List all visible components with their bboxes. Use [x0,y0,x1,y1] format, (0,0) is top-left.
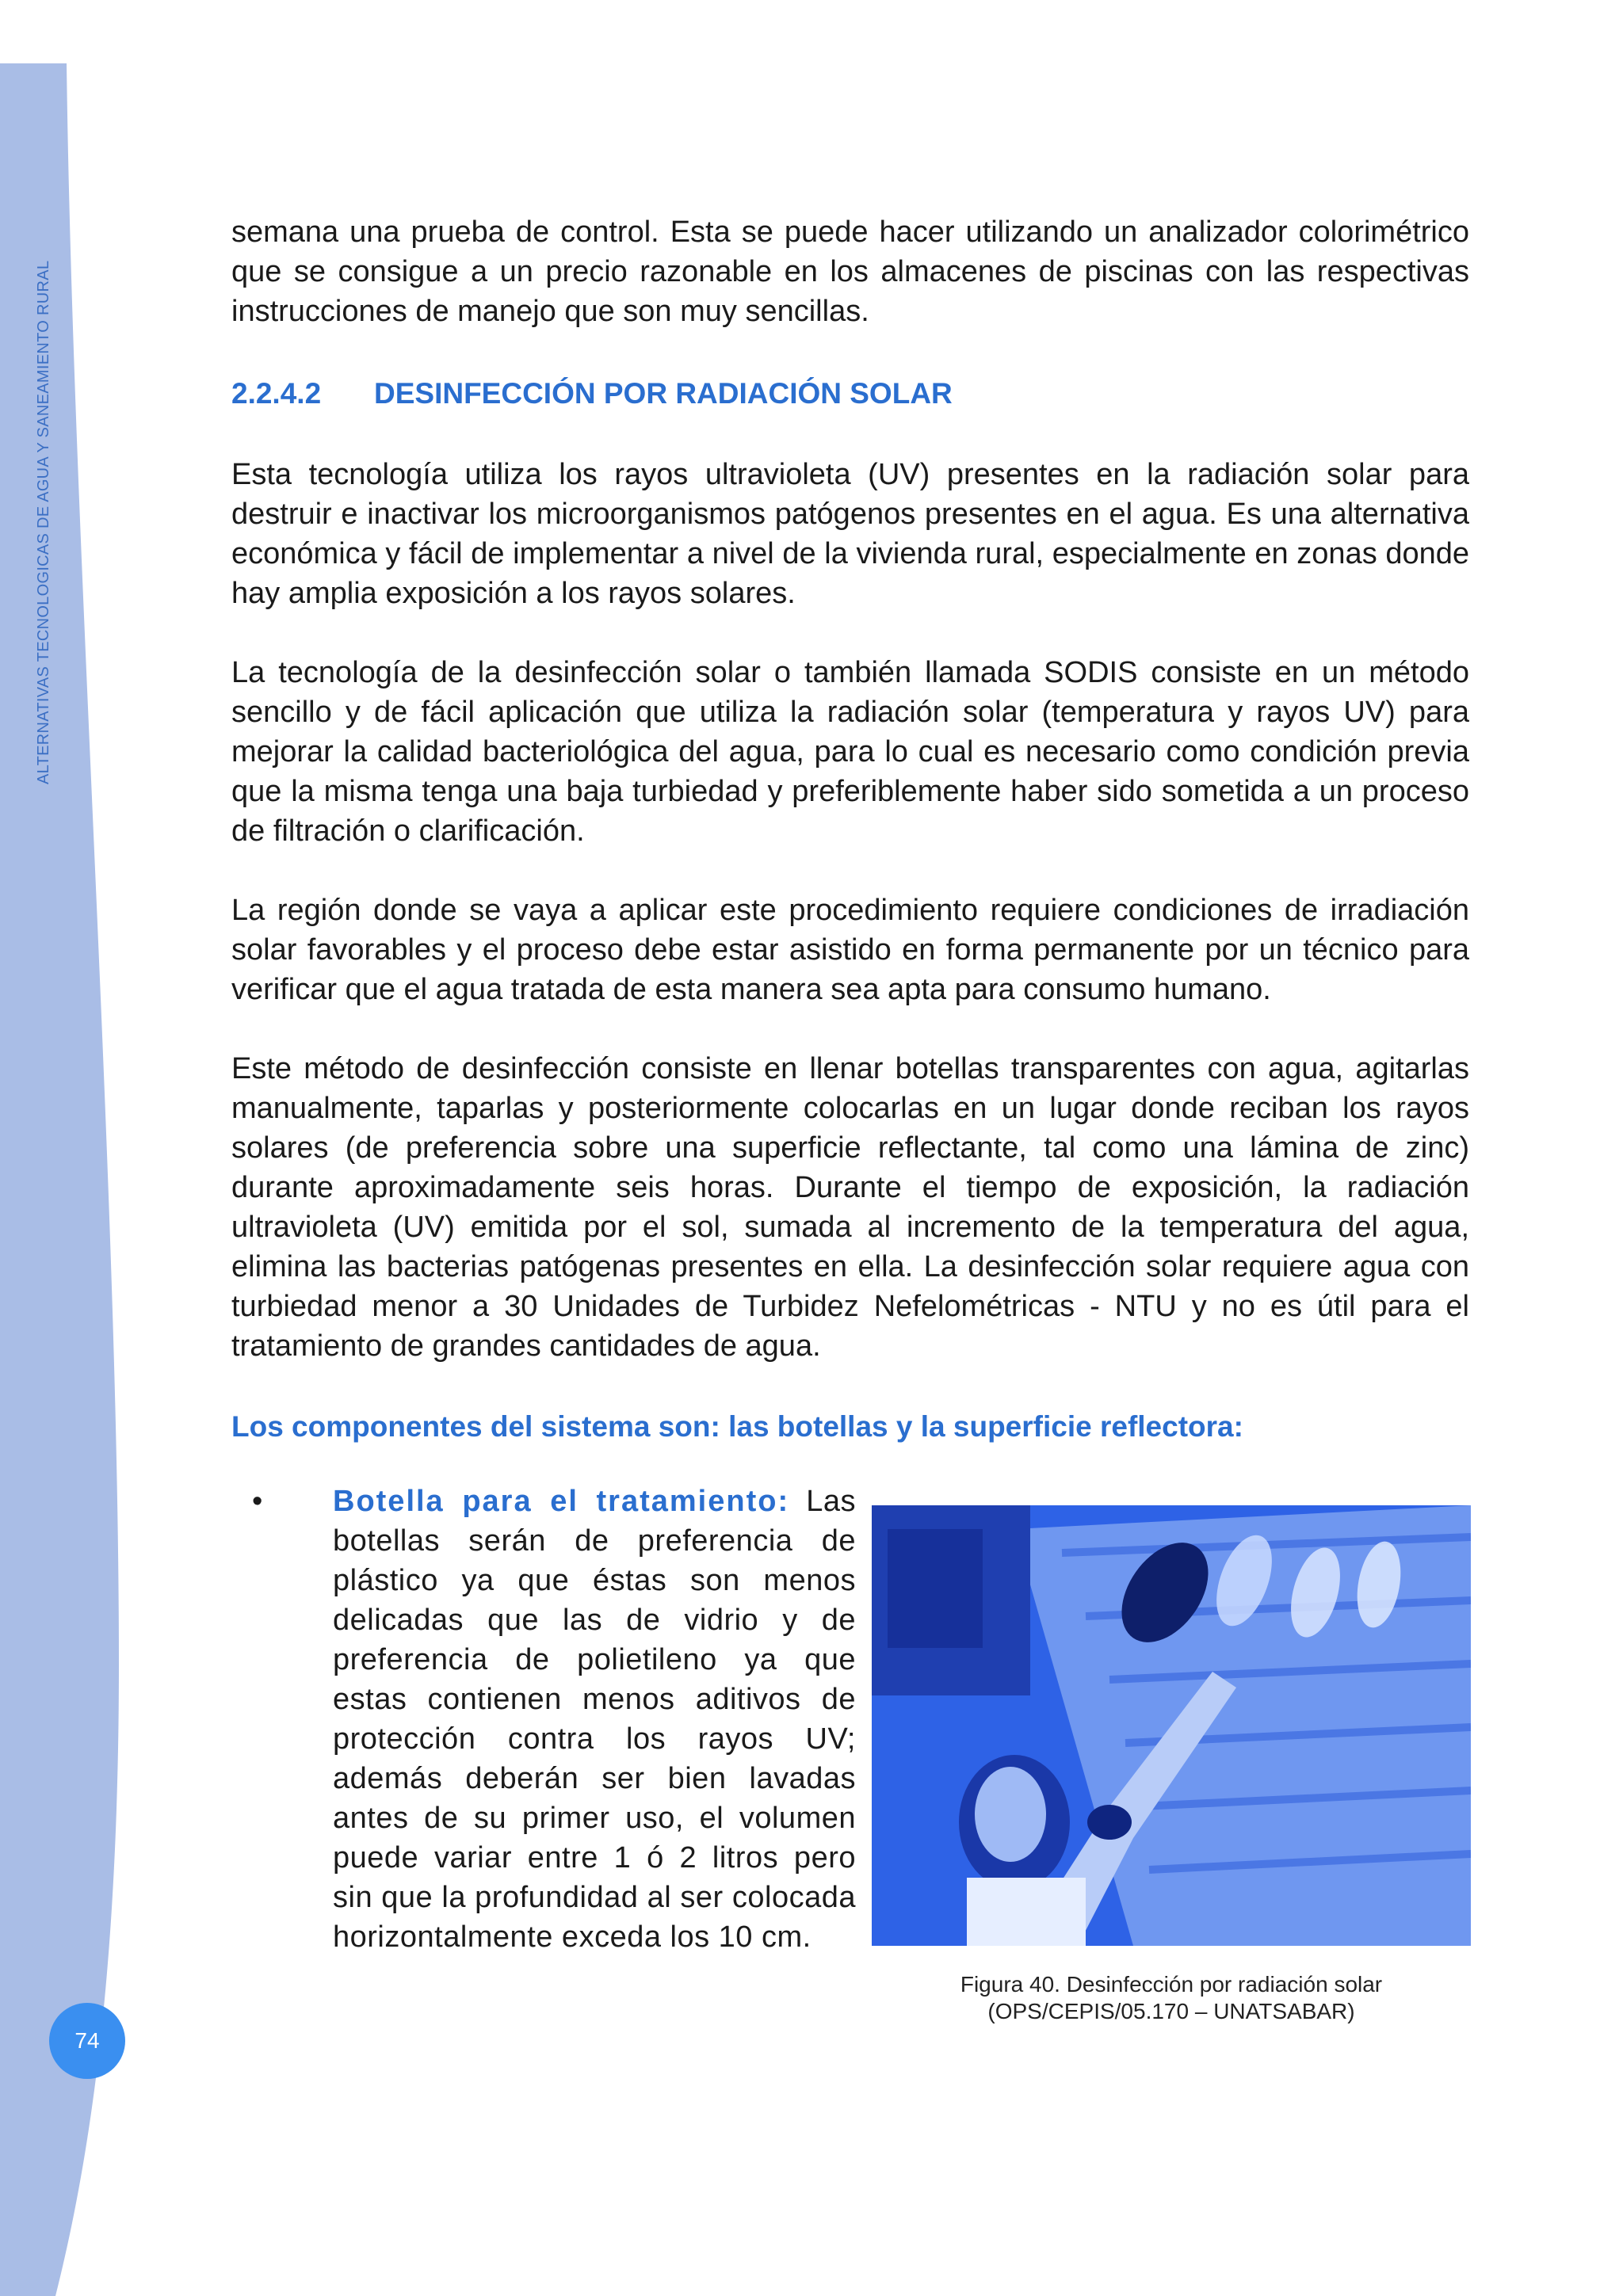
running-title: ALTERNATIVAS TECNOLOGICAS DE AGUA Y SANEAMIENTO RURAL [35,260,52,784]
bullet-symbol: • [252,1485,263,1518]
paragraph-3: La región donde se vaya a aplicar este procedimiento requiere condiciones de irradiación solar favorables y el proceso debe estar asistido en forma permanente por un técnico para verificar que el agua tratada de esta manera sea apta para consumo humano. [231,894,1469,1006]
paragraph-2-block [231,653,1469,851]
intro-paragraph-block [231,212,1469,331]
paragraph-1: Esta tecnología utiliza los rayos ultravioleta (UV) presentes en la radiación solar para destruir e inactivar los microorganismos patógenos presentes en el agua. Es una alternativa económica y fácil de implementar a nivel de la vivienda rural, especialmente en zonas donde hay amplia exposición a los rayos solares. [231,458,1469,610]
section-number: 2.2.4.2 [231,377,322,410]
photo-illustration [872,1505,1471,1946]
bullet-item [333,1482,856,1957]
section-title: DESINFECCIÓN POR RADIACIÓN SOLAR [374,377,953,410]
page-number-text: 74 [74,2028,100,2053]
caption-line-1: Figura 40. Desinfección por radiación solar [960,1972,1383,1997]
caption-line-2: (OPS/CEPIS/05.170 – UNATSABAR) [987,1999,1355,2023]
components-heading-block [231,1407,1469,1447]
figure-caption [872,1971,1471,2025]
intro-paragraph: semana una prueba de control. Esta se puede hacer utilizando un analizador colorimétrico que se consigue a un precio razonable en los almacenes de piscinas con las respectivas instrucciones de manejo que son muy sencillas. [231,215,1469,328]
paragraph-1-block [231,455,1469,613]
bullet-heading: Botella para el tratamiento: [333,1485,790,1518]
bullet-body: Las botellas serán de preferencia de plástico ya que éstas son menos delicadas que las de vidrio y de preferencia de polietileno ya que estas contienen menos aditivos de protección contra los rayos UV; además deberán ser bien lavadas antes de su primer uso, el volumen puede variar entre 1 ó 2 litros pero sin que la profundidad al ser colocada horizontalmente exceda los 10 cm. [333,1485,857,1954]
sidebar-band [0,0,135,2296]
section-heading [231,374,1469,414]
paragraph-3-block [231,891,1469,1009]
components-heading: Los componentes del sistema son: las botellas y la superficie reflectora: [231,1410,1243,1443]
figure-photo [872,1505,1471,1946]
page-number [49,2003,125,2079]
paragraph-4-block [231,1049,1469,1366]
paragraph-2: La tecnología de la desinfección solar o también llamada SODIS consiste en un método sencillo y de fácil aplicación que utiliza la radiación solar (temperatura y rayos UV) para mejorar la calidad bacteriológica del agua, para lo cual es necesario como condición previa que la misma tenga una baja turbiedad y preferiblemente haber sido sometida a un proceso de filtración o clarificación. [231,656,1469,848]
paragraph-4: Este método de desinfección consiste en llenar botellas transparentes con agua, agitarlas manualmente, taparlas y posteriormente colocarlas en un lugar donde reciban los rayos solares (de preferencia sobre una superficie reflectante, tal como una lámina de zinc) durante aproximadamente seis horas. Durante el tiempo de exposición, la radiación ultravioleta (UV) emitida por el sol, sumada al incremento de la temperatura del agua, elimina las bacterias patógenas presentes en ella. La desinfección solar requiere agua con turbiedad menor a 30 Unidades de Turbidez Nefelométricas - NTU y no es útil para el tratamiento de grandes cantidades de agua. [231,1052,1469,1363]
